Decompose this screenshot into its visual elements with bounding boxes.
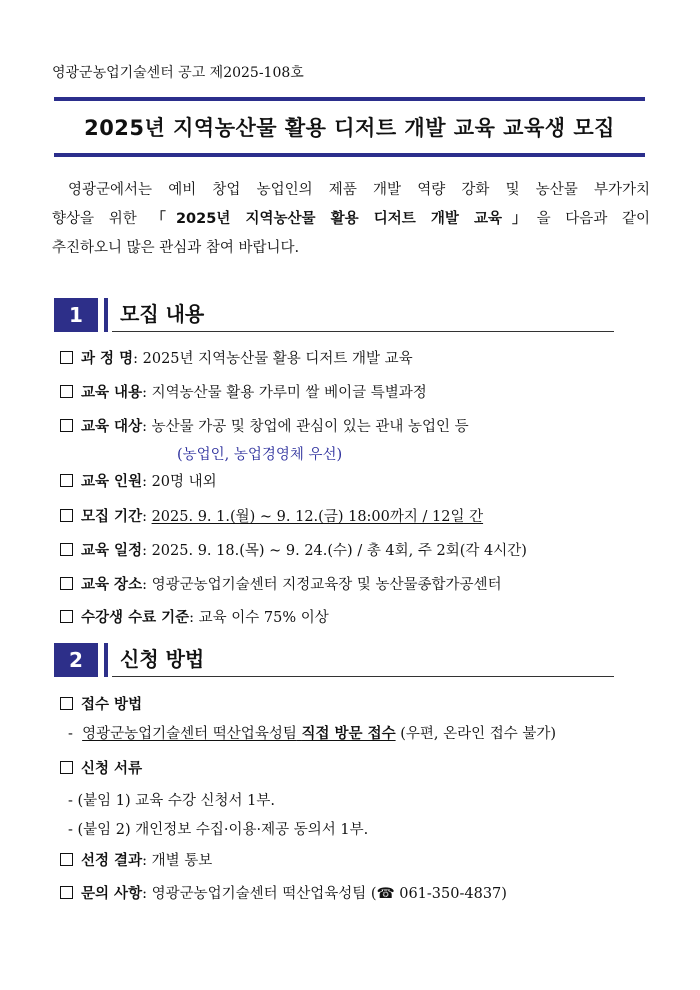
checkbox-square-icon xyxy=(60,419,73,432)
receipt-detail xyxy=(68,722,556,743)
section-1-divider xyxy=(104,298,108,332)
item-sep: : xyxy=(133,351,143,367)
item-value: 20명 내외 xyxy=(151,474,217,490)
item-value: 교육 이수 75% 이상 xyxy=(198,610,329,626)
item-value: 농산물 가공 및 창업에 관심이 있는 관내 농업인 등 xyxy=(151,419,469,435)
intro-line-2-post: 을 다음과 같이 xyxy=(536,211,651,227)
checkbox-square-icon xyxy=(60,697,73,710)
item-sep: : xyxy=(142,509,152,525)
item-course-content xyxy=(60,381,427,402)
item-value: 영광군농업기술센터 지정교육장 및 농산물종합가공센터 xyxy=(151,577,502,593)
item-label: 교육 인원 xyxy=(81,474,143,490)
item-sep: : xyxy=(189,610,199,626)
item-label: 교육 일정 xyxy=(81,543,143,559)
section-1-rule xyxy=(112,331,614,332)
target-priority-note: (농업인, 농업경영체 우선) xyxy=(177,447,343,463)
intro-line-1 xyxy=(52,176,650,205)
phone-icon: ☎ xyxy=(376,886,395,902)
title-bottom-border xyxy=(54,153,645,157)
item-value: 개별 통보 xyxy=(151,853,213,869)
item-schedule xyxy=(60,539,527,560)
checkbox-square-icon xyxy=(60,509,73,522)
intro-line-2-pre: 향상을 위한 xyxy=(52,211,137,227)
document-item: - (붙임 2) 개인정보 수집·이용·제공 동의서 1부. xyxy=(68,822,369,838)
checkbox-square-icon xyxy=(60,886,73,899)
receipt-method-emphasis: 직접 방문 접수 xyxy=(301,726,396,742)
item-label: 과 정 명 xyxy=(81,351,134,367)
item-value: 2025. 9. 1.(월) ~ 9. 12.(금) 18:00까지 / 12일 간 xyxy=(151,509,484,525)
receipt-underlined xyxy=(82,726,395,742)
item-location xyxy=(60,573,502,594)
contact-phone: 061-350-4837) xyxy=(399,886,507,902)
section-1-header xyxy=(54,298,614,332)
notice-number: 영광군농업기술센터 공고 제2025-108호 xyxy=(52,65,304,81)
section-2-divider xyxy=(104,643,108,677)
item-value: 지역농산물 활용 가루미 쌀 베이글 특별과정 xyxy=(151,385,427,401)
item-headcount xyxy=(60,470,217,491)
item-completion-criteria xyxy=(60,606,329,627)
intro-line-3: 추진하오니 많은 관심과 참여 바랍니다. xyxy=(52,240,300,256)
section-2-title: 신청 방법 xyxy=(120,647,205,671)
item-target xyxy=(60,415,469,436)
checkbox-square-icon xyxy=(60,577,73,590)
item-label: 모집 기간 xyxy=(81,509,143,525)
intro-line-1-text: 영광군에서는 예비 창업 농업인의 제품 개발 역량 강화 및 농산물 부가가치 xyxy=(68,182,650,198)
item-label: 교육 장소 xyxy=(81,577,143,593)
dash: - xyxy=(68,726,73,742)
item-course-name xyxy=(60,347,413,368)
checkbox-square-icon xyxy=(60,385,73,398)
item-receipt-method xyxy=(60,693,142,714)
item-label: 교육 내용 xyxy=(81,385,143,401)
section-2-number: 2 xyxy=(54,643,98,677)
item-sep: : xyxy=(142,385,152,401)
receipt-team: 영광군농업기술센터 떡산업육성팀 xyxy=(82,726,297,742)
item-sep: : xyxy=(142,577,152,593)
item-label: 접수 방법 xyxy=(81,697,143,713)
item-value: 2025. 9. 18.(목) ~ 9. 24.(수) / 총 4회, 주 2회(각 4시간) xyxy=(151,543,527,559)
item-label: 선정 결과 xyxy=(81,853,143,869)
item-selection-result xyxy=(60,849,212,870)
intro-line-2 xyxy=(52,205,650,234)
checkbox-square-icon xyxy=(60,543,73,556)
checkbox-square-icon xyxy=(60,610,73,623)
receipt-note: (우편, 온라인 접수 불가) xyxy=(400,726,557,742)
item-sep: : xyxy=(142,543,152,559)
item-sep: : xyxy=(142,419,152,435)
checkbox-square-icon xyxy=(60,761,73,774)
item-sep: : xyxy=(142,853,152,869)
intro-paragraph xyxy=(52,176,650,263)
title-top-border xyxy=(54,97,645,101)
item-label: 교육 대상 xyxy=(81,419,143,435)
document-item: - (붙임 1) 교육 수강 신청서 1부. xyxy=(68,793,275,809)
section-2-header xyxy=(54,643,614,677)
item-documents xyxy=(60,757,142,778)
item-sep: : xyxy=(142,474,152,490)
item-recruit-period xyxy=(60,505,483,526)
contact-team: 영광군농업기술센터 떡산업육성팀 ( xyxy=(151,886,377,902)
section-1-title: 모집 내용 xyxy=(120,302,205,326)
document-title: 2025년 지역농산물 활용 디저트 개발 교육 교육생 모집 xyxy=(84,116,615,140)
item-label: 수강생 수료 기준 xyxy=(81,610,190,626)
checkbox-square-icon xyxy=(60,351,73,364)
section-1-number: 1 xyxy=(54,298,98,332)
checkbox-square-icon xyxy=(60,853,73,866)
item-inquiry xyxy=(60,882,507,903)
item-label: 문의 사항 xyxy=(81,886,143,902)
item-value: 2025년 지역농산물 활용 디저트 개발 교육 xyxy=(142,351,413,367)
item-sep: : xyxy=(142,886,152,902)
section-2-rule xyxy=(112,676,614,677)
item-label: 신청 서류 xyxy=(81,761,143,777)
course-name-emphasis: 「2025년 지역농산물 활용 디저트 개발 교육」 xyxy=(151,211,537,227)
checkbox-square-icon xyxy=(60,474,73,487)
